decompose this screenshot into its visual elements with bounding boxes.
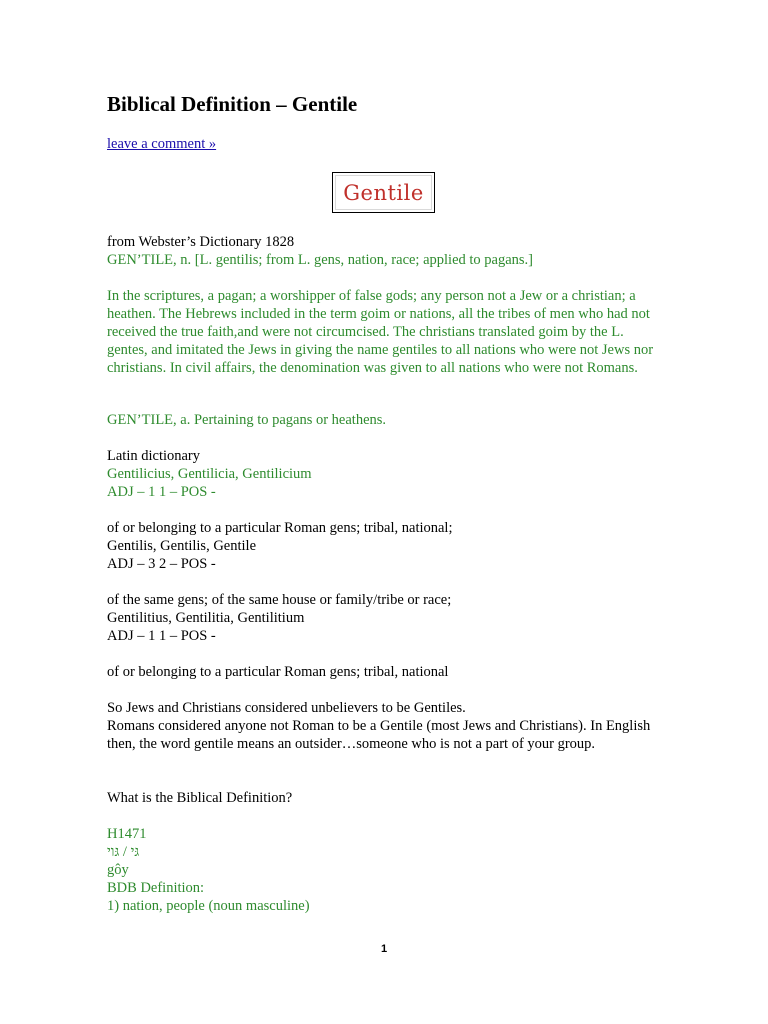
latin-3-forms: Gentilitius, Gentilitia, Gentilitium xyxy=(107,610,305,626)
summary-paragraph-2: Romans considered anyone not Roman to be a Gentile (most Jews and Christians). In English then, the word gentile means an outsider…someone who is not a part of your group. xyxy=(107,718,651,752)
hebrew-word: גּי / גּוי xyxy=(107,844,140,860)
summary-line-1: So Jews and Christians considered unbelievers to be Gentiles. xyxy=(107,700,466,716)
strongs-number: H1471 xyxy=(107,826,147,842)
webster-definition-paragraph: In the scriptures, a pagan; a worshipper of false gods; any person not a Jew or a christian; a heathen. The Hebrews included in the term goim or nations, all the tribes of men who had not received the true faith,and were not circumcised. The christians translated goim by the L. gentes, and imitated the Jews in giving the name gentiles to all nations who were not Jews nor christians. In civil affairs, the denomination was given to all nations who were not Romans. xyxy=(107,288,654,376)
webster-entry-noun: GEN’TILE, n. [L. gentilis; from L. gens, nation, race; applied to pagans.] xyxy=(107,252,534,268)
latin-3-meaning: of or belonging to a particular Roman gens; tribal, national xyxy=(107,664,449,680)
gentile-logo-frame xyxy=(335,175,432,210)
page-title: Biblical Definition – Gentile xyxy=(107,92,358,116)
bdb-heading: BDB Definition: xyxy=(107,880,205,896)
latin-1-meaning: of or belonging to a particular Roman gens; tribal, national; xyxy=(107,520,453,536)
latin-1-forms: Gentilicius, Gentilicia, Gentilicium xyxy=(107,466,312,482)
gentile-logo xyxy=(332,172,435,213)
gentile-logo-text: Gentile xyxy=(343,180,424,205)
latin-1-pos: ADJ – 1 1 – POS - xyxy=(107,484,216,500)
leave-comment-link[interactable]: leave a comment » xyxy=(107,136,217,152)
webster-entry-adjective: GEN’TILE, a. Pertaining to pagans or heathens. xyxy=(107,412,387,428)
question-line: What is the Biblical Definition? xyxy=(107,790,293,806)
source-line: from Webster’s Dictionary 1828 xyxy=(107,234,295,250)
latin-2-forms: Gentilis, Gentilis, Gentile xyxy=(107,538,257,554)
latin-heading: Latin dictionary xyxy=(107,448,201,464)
transliteration: gôy xyxy=(107,862,129,878)
page-number: 1 xyxy=(380,943,388,955)
bdb-definition-1: 1) nation, people (noun masculine) xyxy=(107,898,310,914)
latin-2-pos: ADJ – 3 2 – POS - xyxy=(107,556,216,572)
latin-2-meaning: of the same gens; of the same house or family/tribe or race; xyxy=(107,592,452,608)
latin-3-pos: ADJ – 1 1 – POS - xyxy=(107,628,216,644)
